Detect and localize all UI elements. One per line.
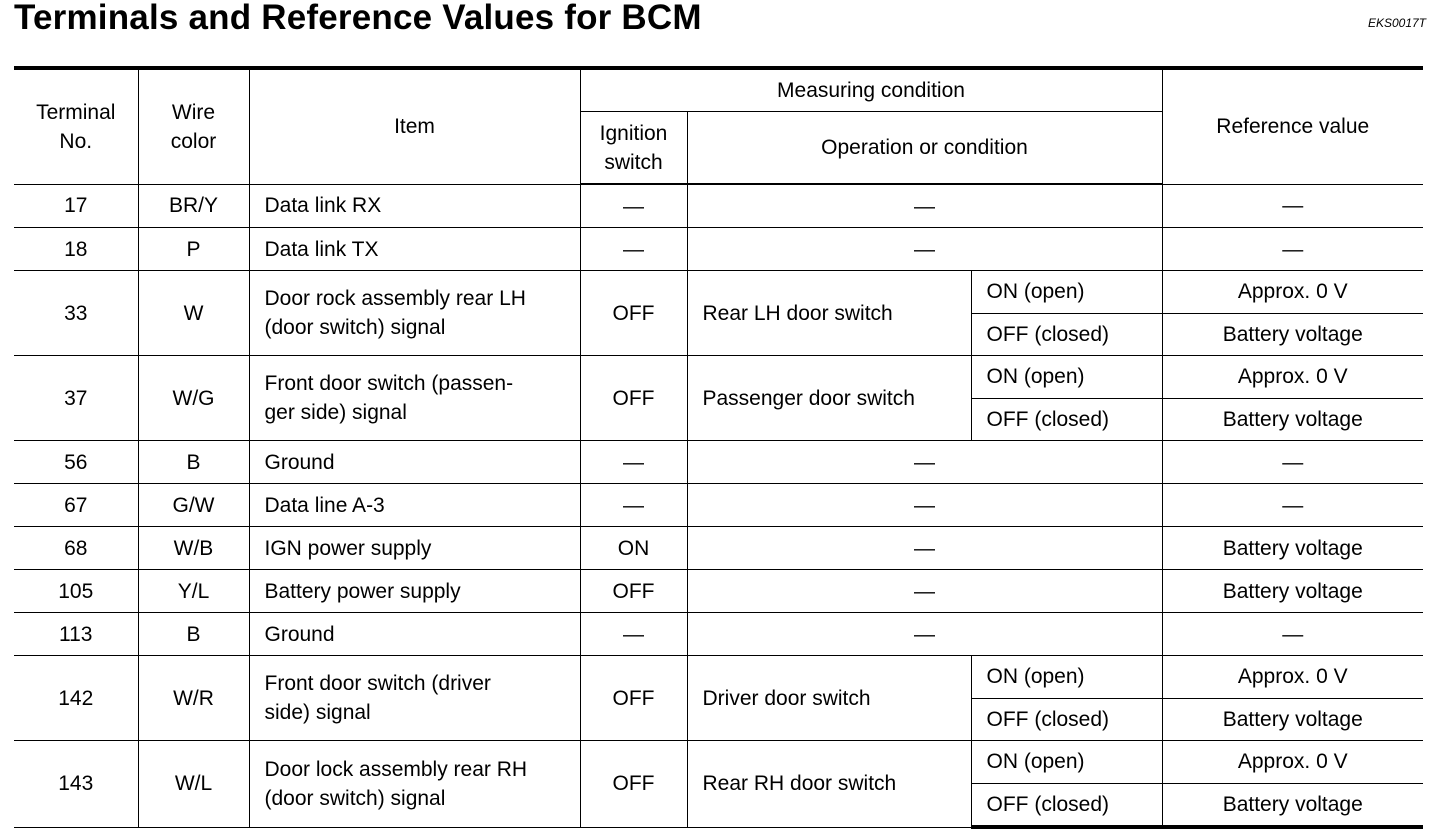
wire-color-cell: W/L [138, 741, 249, 828]
page-title: Terminals and Reference Values for BCM [14, 0, 702, 37]
ignition-cell: — [580, 184, 687, 228]
operation-cell: — [687, 228, 1162, 271]
ignition-cell: OFF [580, 656, 687, 741]
item-cell: Front door switch (passen- ger side) signal [249, 356, 580, 441]
table-row [14, 484, 1423, 527]
header-ignition-switch: Ignition switch [580, 112, 687, 185]
item-cell: Data link RX [249, 184, 580, 228]
reference-cell: Approx. 0 V [1162, 741, 1423, 784]
terminal-cell: 37 [14, 356, 138, 441]
terminal-cell: 17 [14, 184, 138, 228]
table-row [14, 441, 1423, 484]
operation-cell: Rear LH door switch [687, 271, 971, 356]
item-cell: Front door switch (driver side) signal [249, 656, 580, 741]
terminal-cell: 68 [14, 527, 138, 570]
terminal-cell: 113 [14, 613, 138, 656]
item-cell: Ground [249, 441, 580, 484]
ignition-cell: OFF [580, 741, 687, 828]
wire-color-cell: BR/Y [138, 184, 249, 228]
terminal-cell: 56 [14, 441, 138, 484]
header-item: Item [249, 68, 580, 184]
ignition-cell: ON [580, 527, 687, 570]
ignition-cell: OFF [580, 271, 687, 356]
item-cell: Data link TX [249, 228, 580, 271]
item-cell: IGN power supply [249, 527, 580, 570]
terminal-cell: 67 [14, 484, 138, 527]
header-operation-or-condition: Operation or condition [687, 112, 1162, 185]
ignition-cell: OFF [580, 570, 687, 613]
wire-color-cell: W/G [138, 356, 249, 441]
operation-cell: — [687, 613, 1162, 656]
table-body [14, 184, 1423, 827]
item-cell: Ground [249, 613, 580, 656]
operation-cell: Driver door switch [687, 656, 971, 741]
table-row [14, 741, 1423, 784]
reference-cell: Battery voltage [1162, 783, 1423, 827]
header-reference-value: Reference value [1162, 68, 1423, 184]
condition-cell: OFF (closed) [971, 313, 1162, 356]
header-wire-color: Wire color [138, 68, 249, 184]
item-cell: Door lock assembly rear RH (door switch) signal [249, 741, 580, 828]
condition-cell: OFF (closed) [971, 783, 1162, 827]
condition-cell: ON (open) [971, 656, 1162, 699]
operation-cell: — [687, 527, 1162, 570]
reference-cell: Battery voltage [1162, 527, 1423, 570]
terminal-cell: 143 [14, 741, 138, 828]
ignition-cell: OFF [580, 356, 687, 441]
terminal-cell: 33 [14, 271, 138, 356]
ignition-cell: — [580, 228, 687, 271]
table-row [14, 656, 1423, 699]
ignition-cell: — [580, 613, 687, 656]
reference-cell: Battery voltage [1162, 398, 1423, 441]
reference-cell: Battery voltage [1162, 698, 1423, 741]
table-row [14, 184, 1423, 228]
reference-cell: — [1162, 613, 1423, 656]
condition-cell: ON (open) [971, 356, 1162, 399]
terminal-cell: 105 [14, 570, 138, 613]
reference-cell: Approx. 0 V [1162, 656, 1423, 699]
header-measuring-condition: Measuring condition [580, 68, 1162, 112]
reference-cell: — [1162, 441, 1423, 484]
document-code: EKS0017T [1367, 16, 1426, 30]
operation-cell: Rear RH door switch [687, 741, 971, 828]
wire-color-cell: W/B [138, 527, 249, 570]
condition-cell: OFF (closed) [971, 398, 1162, 441]
table-row [14, 570, 1423, 613]
table-row [14, 613, 1423, 656]
reference-cell: Approx. 0 V [1162, 356, 1423, 399]
wire-color-cell: W [138, 271, 249, 356]
operation-cell: — [687, 570, 1162, 613]
wire-color-cell: W/R [138, 656, 249, 741]
wire-color-cell: B [138, 613, 249, 656]
table-row [14, 356, 1423, 399]
wire-color-cell: G/W [138, 484, 249, 527]
condition-cell: ON (open) [971, 271, 1162, 314]
reference-cell: Battery voltage [1162, 570, 1423, 613]
wire-color-cell: P [138, 228, 249, 271]
reference-cell: — [1162, 228, 1423, 271]
ignition-cell: — [580, 441, 687, 484]
operation-cell: — [687, 484, 1162, 527]
table-row [14, 228, 1423, 271]
terminal-cell: 142 [14, 656, 138, 741]
reference-cell: — [1162, 484, 1423, 527]
condition-cell: OFF (closed) [971, 698, 1162, 741]
item-cell: Data line A-3 [249, 484, 580, 527]
condition-cell: ON (open) [971, 741, 1162, 784]
reference-cell: — [1162, 184, 1423, 228]
item-cell: Battery power supply [249, 570, 580, 613]
operation-cell: — [687, 184, 1162, 228]
terminal-cell: 18 [14, 228, 138, 271]
header-terminal-no: Terminal No. [14, 68, 138, 184]
table-row [14, 271, 1423, 314]
wire-color-cell: B [138, 441, 249, 484]
item-cell: Door rock assembly rear LH (door switch) signal [249, 271, 580, 356]
reference-cell: Battery voltage [1162, 313, 1423, 356]
reference-cell: Approx. 0 V [1162, 271, 1423, 314]
ignition-cell: — [580, 484, 687, 527]
table-row [14, 527, 1423, 570]
wire-color-cell: Y/L [138, 570, 249, 613]
operation-cell: Passenger door switch [687, 356, 971, 441]
operation-cell: — [687, 441, 1162, 484]
bcm-terminal-table [14, 66, 1423, 829]
